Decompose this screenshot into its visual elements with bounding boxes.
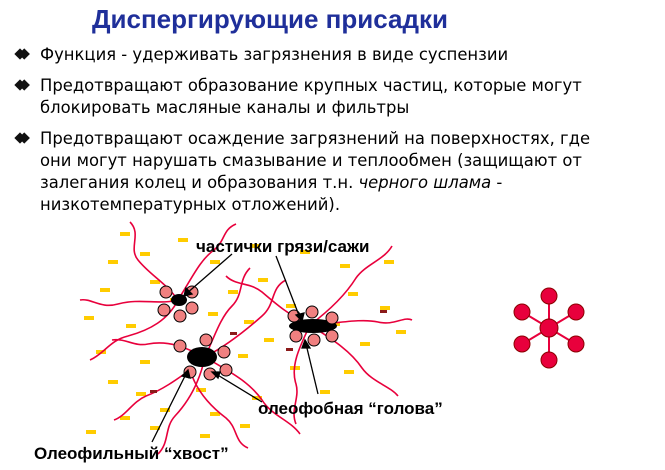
bullet-text-emphasis: черного шлама — [358, 173, 492, 192]
bullet-function — [14, 44, 654, 66]
diamond-bullet-icon — [14, 132, 25, 143]
oleophilic-tail-label: Олеофильный “хвост” — [34, 444, 229, 463]
diamond-bullet-icon — [14, 79, 25, 90]
bullet-large-particles — [14, 75, 654, 119]
dirt-particle-large — [187, 347, 217, 367]
bullet-deposits — [14, 128, 654, 216]
oleophobic-head-label: олеофобная “голова” — [258, 399, 443, 418]
bullet-list — [14, 44, 654, 216]
diamond-bullet-icon — [14, 48, 25, 59]
bullet-text: Предотвращают образование крупных частиц, которые могут блокировать масляные каналы и фильтры — [40, 76, 582, 117]
bullet-text-part: Предотвращают осаждение загрязнений на поверхностях, где они могут нарушать смазывание и теплообмен (защищают от залегания колец и образования т.н. — [40, 129, 591, 192]
bullet-text: Функция - удерживать загрязнения в виде суспензии — [40, 45, 509, 64]
bullet-text-part: - низкотемпературных отложений). — [40, 173, 503, 214]
minus-signs — [150, 310, 387, 393]
dispersant-diagram — [0, 220, 665, 470]
dirt-particles-label: частички грязи/сажи — [196, 237, 370, 256]
molecule-structure-icon — [514, 288, 584, 368]
slide-title: Диспергирующие присадки — [92, 4, 448, 34]
